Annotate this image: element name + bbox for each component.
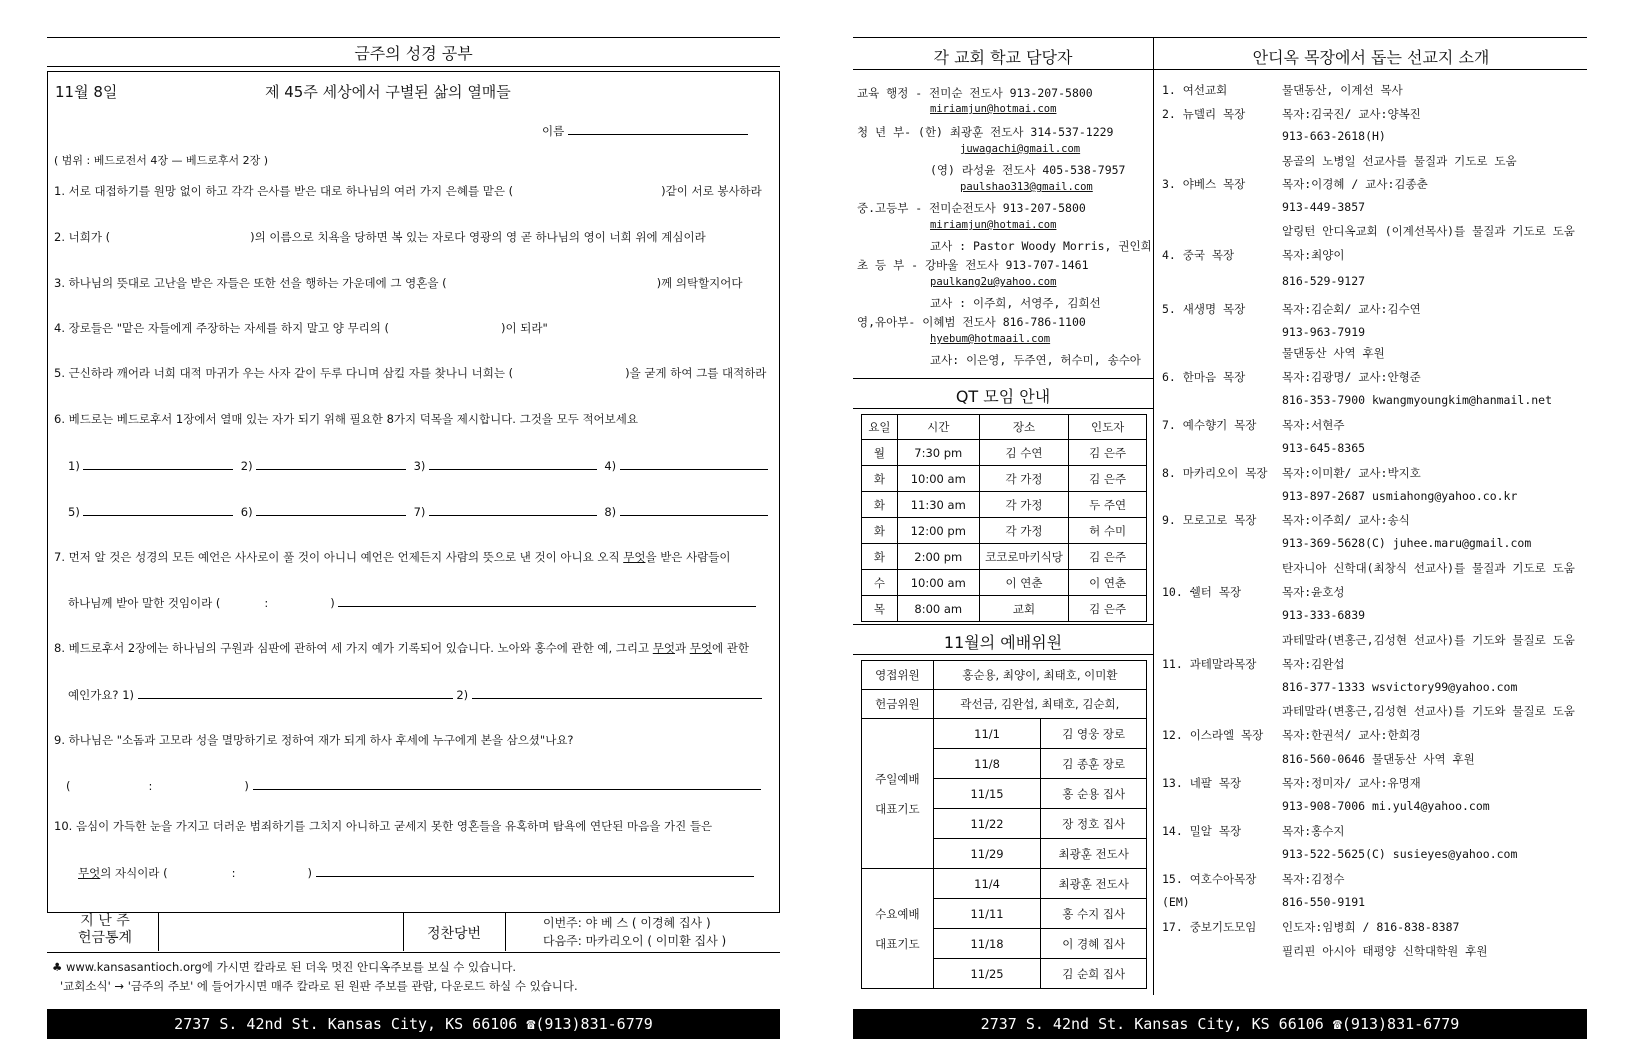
mission-row — [1162, 82, 1403, 98]
divider — [505, 913, 506, 951]
mission-label: 15. 여호수아목장 — [1162, 872, 1257, 886]
mission-detail: 913-645-8365 — [1282, 441, 1366, 455]
mission-detail: 816-560-0646 물댄동산 사역 후원 — [1282, 752, 1475, 766]
mission-detail: 목자:김순회/ 교사:김수연 — [1282, 302, 1421, 316]
mission-detail: 물댄동산, 이계선 목사 — [1282, 83, 1403, 97]
mission-row — [1162, 656, 1344, 672]
name-label: 이름 — [542, 124, 565, 138]
email: paulshao313@gmail.com — [960, 181, 1093, 193]
mission-row — [1162, 465, 1421, 481]
mission-label: 1. 여선교회 — [1162, 83, 1228, 97]
mission-row — [1162, 703, 1575, 719]
mission-row — [1162, 943, 1487, 959]
mission-row — [1162, 632, 1575, 648]
duty-schedule: 이번주: 야 베 스 ( 이경혜 집사 ) 다음주: 마카리오이 ( 이미환 집사 ) — [543, 916, 727, 948]
mission-detail: 목자:이주희/ 교사:송식 — [1282, 513, 1410, 527]
mission-label: 8. 마카리오이 목장 — [1162, 466, 1268, 480]
website-note: ♣ www.kansasantioch.org에 가시면 칼라로 된 더욱 멋진 안디옥주보를 보실 수 있습니다. '교회소식' → '금주의 주보' 에 들어가시면 매주 칼라로 된 원판 주보를 관람, 다운로드 하실 수 있습니다. — [52, 960, 578, 993]
mission-row — [1162, 584, 1344, 600]
mission-detail: 목자:이미환/ 교사:박지호 — [1282, 466, 1421, 480]
school-line: 중.고등부 - 전미순전도사 913-207-5800 — [857, 201, 1086, 215]
mission-row — [1162, 536, 1531, 550]
question-7-answer[interactable]: 하나님께 받아 말한 것임이라 ( : ) — [68, 594, 756, 611]
mission-detail: 목자:서현주 — [1282, 418, 1345, 432]
question-1: 1. 서로 대접하기를 원망 없이 하고 각각 은사를 받은 대로 하나님의 여러 가지 은혜를 맡은 ( )같이 서로 봉사하라 — [54, 184, 762, 198]
table-row: 11/22 장 정호 집사 — [862, 809, 1147, 839]
mission-detail: 목자:한권석/ 교사:한희경 — [1282, 728, 1421, 742]
mission-detail: 목자:이경혜 / 교사:김종춘 — [1282, 177, 1428, 191]
school-line: 교사 : 이주희, 서영주, 김희선 — [930, 296, 1101, 310]
mission-row — [1162, 799, 1490, 813]
school-line: 교사: 이은영, 두주연, 허수미, 송수아 — [930, 353, 1141, 367]
address-footer-left: 2737 S. 42nd St. Kansas City, KS 66106 ☎(913)831-6779 — [47, 1009, 780, 1039]
mission-row — [1162, 895, 1365, 909]
mission-label: 14. 밀알 목장 — [1162, 824, 1242, 838]
name-field[interactable] — [542, 122, 748, 139]
mission-row — [1162, 560, 1575, 576]
question-5: 5. 근신하라 깨어라 너희 대적 마귀가 우는 사자 같이 두루 다니며 삼킬 자를 찾나니 너희는 ( )을 굳게 하여 그를 대적하라 — [54, 366, 767, 380]
email: miriamjun@hotmai.com — [930, 103, 1057, 115]
offering-stats-label: 지 난 주 헌금통계 — [77, 913, 133, 946]
mission-detail: 목자:김정수 — [1282, 872, 1345, 886]
mission-row — [1162, 274, 1365, 288]
question-6: 6. 베드로는 베드로후서 1장에서 열매 있는 자가 되기 위해 필요한 8가지 덕목을 제시합니다. 그것을 모두 적어보세요 — [54, 412, 638, 426]
school-line: 교육 행정 - 전미순 전도사 913-207-5800 — [857, 86, 1093, 100]
mission-detail: 913-333-6839 — [1282, 608, 1366, 622]
mission-row — [1162, 369, 1421, 385]
divider — [403, 913, 404, 951]
mission-row — [1162, 247, 1344, 263]
mission-row — [1162, 106, 1421, 122]
divider — [158, 913, 159, 951]
mission-label: 11. 과테말라목장 — [1162, 657, 1257, 671]
table-row: 11/29 최광훈 전도사 — [862, 839, 1147, 869]
rule — [853, 624, 1153, 625]
mission-row — [1162, 847, 1517, 861]
question-7: 7. 먼저 알 것은 성경의 모든 예언은 사사로이 풀 것이 아니니 예언은 언제든지 사람의 뜻으로 낸 것이 아니요 오직 무엇을 받은 사람들이 — [54, 550, 731, 564]
mission-row — [1162, 441, 1365, 455]
question-2: 2. 너희가 ( )의 이름으로 치욕을 당하면 복 있는 자로다 영광의 영 곧 하나님의 영이 너희 위에 계심이라 — [54, 230, 706, 244]
table-row: 11/8 김 종훈 장로 — [862, 749, 1147, 779]
email: paulkang2u@yahoo.com — [930, 276, 1057, 288]
question-9-answer[interactable]: ( : ) — [66, 777, 761, 793]
mission-detail: 알링턴 안디옥교회 (이계선목사)를 물질과 기도로 도움 — [1282, 224, 1575, 238]
email: hyebum@hotmaail.com — [930, 333, 1051, 345]
mission-row — [1162, 489, 1517, 503]
qt-table — [861, 414, 1147, 622]
mission-detail: 913-449-3857 — [1282, 200, 1366, 214]
table-row: 11/15 홍 순용 집사 — [862, 779, 1147, 809]
worship-committee-header: 11월의 예배위원 — [943, 633, 1063, 652]
mission-label: (EM) — [1162, 895, 1190, 909]
mission-detail: 물댄동산 사역 후원 — [1282, 346, 1385, 360]
mission-detail: 913-522-5625(C) susieyes@yahoo.com — [1282, 847, 1518, 861]
table-row: 화 10:00 am 각 가정 김 은주 — [862, 466, 1147, 492]
table-row: 화 12:00 pm 각 가정 허 수미 — [862, 518, 1147, 544]
mission-detail: 목자:홍수지 — [1282, 824, 1345, 838]
mission-row — [1162, 871, 1344, 887]
mission-detail: 목자:김국진/ 교사:양복진 — [1282, 107, 1421, 121]
school-line: 청 년 부- (한) 최광훈 전도사 314-537-1229 — [857, 125, 1114, 139]
study-title: 제 45주 세상에서 구별된 삶의 열매들 — [265, 83, 511, 101]
mission-detail: 913-369-5628(C) juhee.maru@gmail.com — [1282, 536, 1532, 550]
qt-header-row: 요일 시간 장소 인도자 — [862, 415, 1147, 440]
question-9: 9. 하나님은 "소돔과 고모라 성을 멸망하기로 정하여 재가 되게 하사 후세에 누구에게 본을 삼으셨"나요? — [54, 733, 574, 747]
address-footer-right: 2737 S. 42nd St. Kansas City, KS 66106 ☎(913)831-6779 — [853, 1009, 1587, 1039]
table-row: 월 7:30 pm 김 수연 김 은주 — [862, 440, 1147, 466]
mission-label: 6. 한마음 목장 — [1162, 370, 1246, 384]
rule — [47, 952, 780, 953]
question-3: 3. 하나님의 뜻대로 고난을 받은 자들은 또한 선을 행하는 가운데에 그 영혼을 ( )께 의탁할지어다 — [54, 276, 743, 290]
mission-row — [1162, 608, 1365, 622]
mission-detail: 필리핀 아시아 태평양 신학대학원 후원 — [1282, 944, 1488, 958]
table-row: 영접위원 홍순용, 최양이, 최태호, 이미환 — [862, 661, 1147, 690]
mission-detail: 과테말라(변홍근,김성현 선교사)를 기도와 물질로 도움 — [1282, 704, 1575, 718]
mission-label: 2. 뉴델리 목장 — [1162, 107, 1246, 121]
table-row: 11/25 김 순희 집사 — [862, 959, 1147, 989]
header-rule — [853, 69, 1587, 70]
table-row: 수요예배 대표기도 11/4 최광훈 전도사 — [862, 869, 1147, 899]
mission-detail: 탄자니아 신학대(최창식 선교사)를 물질과 기도로 도움 — [1282, 561, 1575, 575]
header-rule — [47, 66, 780, 67]
mission-row — [1162, 919, 1459, 935]
question-10-answer[interactable]: 무엇의 자식이라 ( : ) — [78, 864, 754, 881]
mission-row — [1162, 176, 1428, 192]
mission-detail: 816-377-1333 wsvictory99@yahoo.com — [1282, 680, 1518, 694]
mission-detail: 913-663-2618(H) — [1282, 129, 1386, 143]
mission-label: 10. 쉘터 목장 — [1162, 585, 1242, 599]
email: juwagachi@gmail.com — [960, 143, 1081, 155]
email: miriamjun@hotmai.com — [930, 219, 1057, 231]
mission-detail: 913-963-7919 — [1282, 325, 1366, 339]
mission-detail: 816-529-9127 — [1282, 274, 1366, 288]
mission-row — [1162, 393, 1552, 407]
top-rule — [853, 37, 1587, 38]
worship-table — [861, 660, 1147, 989]
question-4: 4. 장로들은 "맡은 자들에게 주장하는 자세를 하지 말고 양 무리의 ( )이 되라" — [54, 321, 548, 335]
choir-duty-label: 정찬당번 — [426, 926, 482, 942]
mission-detail: 913-908-7006 mi.yul4@yahoo.com — [1282, 799, 1490, 813]
missions-header: 안디옥 목장에서 돕는 선교지 소개 — [1252, 48, 1490, 67]
mission-row — [1162, 200, 1365, 214]
table-row: 목 8:00 am 교회 김 은주 — [862, 596, 1147, 622]
study-date: 11월 8일 — [55, 83, 118, 101]
mission-label: 4. 중국 목장 — [1162, 248, 1235, 262]
rule — [853, 378, 1153, 379]
mission-detail: 목자:윤호성 — [1282, 585, 1345, 599]
school-staff-header: 각 교회 학교 담당자 — [933, 48, 1073, 67]
virtue-row-1[interactable]: 1) 2) 3) 4) — [68, 457, 768, 473]
mission-label: 3. 야베스 목장 — [1162, 177, 1246, 191]
mission-row — [1162, 727, 1421, 743]
mission-row — [1162, 223, 1575, 239]
school-line: 초 등 부 - 강바울 전도사 913-707-1461 — [857, 258, 1089, 272]
mission-label: 5. 새생명 목장 — [1162, 302, 1246, 316]
mission-detail: 목자:김완섭 — [1282, 657, 1345, 671]
table-row: 수 10:00 am 이 연춘 이 연춘 — [862, 570, 1147, 596]
bible-study-header: 금주의 성경 공부 — [354, 44, 473, 63]
question-8: 8. 베드로후서 2장에는 하나님의 구원과 심판에 관하여 세 가지 예가 기록되어 있습니다. 노아와 홍수에 관한 예, 그리고 무엇과 무엇에 관한 — [54, 641, 749, 655]
mission-row — [1162, 325, 1365, 339]
table-row: 주일예배 대표기도 11/1 김 영웅 장로 — [862, 719, 1147, 749]
question-10: 10. 음심이 가득한 눈을 가지고 더러운 범죄하기를 그치지 아니하고 굳세지 못한 영혼들을 유혹하며 탐욕에 연단된 마음을 가진 들은 — [54, 819, 713, 833]
mission-label: 13. 네팔 목장 — [1162, 776, 1242, 790]
school-line: (영) 라성윤 전도사 405-538-7957 — [930, 163, 1126, 177]
mission-row — [1162, 153, 1517, 169]
name-blank[interactable] — [568, 122, 748, 135]
school-line: 교사 : Pastor Woody Morris, 권인희 — [930, 239, 1152, 253]
rule — [853, 654, 1153, 655]
mission-row — [1162, 823, 1344, 839]
column-divider — [1153, 37, 1154, 995]
mission-row — [1162, 417, 1344, 433]
mission-label: 12. 이스라엘 목장 — [1162, 728, 1264, 742]
mission-detail: 몽골의 노병일 선교사를 물질과 기도로 도움 — [1282, 154, 1517, 168]
virtue-row-2[interactable]: 5) 6) 7) 8) — [68, 503, 768, 519]
mission-label: 7. 예수향기 목장 — [1162, 418, 1257, 432]
mission-label: 9. 모로고로 목장 — [1162, 513, 1257, 527]
mission-row — [1162, 775, 1421, 791]
table-row: 11/18 이 경혜 집사 — [862, 929, 1147, 959]
mission-detail: 목자:정미자/ 교사:유명재 — [1282, 776, 1421, 790]
rule — [853, 408, 1153, 409]
mission-label: 17. 중보기도모임 — [1162, 920, 1257, 934]
scripture-range: ( 범위 : 베드로전서 4장 — 베드로후서 2장 ) — [54, 154, 269, 167]
mission-detail: 목자:김광명/ 교사:안형준 — [1282, 370, 1421, 384]
mission-row — [1162, 345, 1385, 361]
table-row: 화 2:00 pm 코코로마키식당 김 은주 — [862, 544, 1147, 570]
mission-row — [1162, 680, 1517, 694]
qt-header: QT 모임 안내 — [955, 387, 1051, 406]
table-row: 11/11 홍 수지 집사 — [862, 899, 1147, 929]
mission-row — [1162, 301, 1421, 317]
mission-detail: 인도자:임병희 / 816-838-8387 — [1282, 920, 1460, 934]
mission-row — [1162, 512, 1410, 528]
table-row: 화 11:30 am 각 가정 두 주연 — [862, 492, 1147, 518]
mission-detail: 913-897-2687 usmiahong@yahoo.co.kr — [1282, 489, 1518, 503]
question-8-answer[interactable]: 예인가요? 1) 2) — [68, 686, 762, 703]
top-rule — [47, 37, 780, 38]
mission-detail: 과테말라(변홍근,김성현 선교사)를 기도와 물질로 도움 — [1282, 633, 1575, 647]
mission-detail: 목자:최양이 — [1282, 248, 1345, 262]
school-line: 영,유아부- 이혜범 전도사 816-786-1100 — [857, 315, 1086, 329]
table-row: 헌금위원 곽선금, 김완섭, 최태호, 김순희, — [862, 690, 1147, 719]
mission-row — [1162, 751, 1475, 767]
mission-detail: 816-353-7900 kwangmyoungkim@hanmail.net — [1282, 393, 1553, 407]
mission-detail: 816-550-9191 — [1282, 895, 1366, 909]
mission-row — [1162, 129, 1386, 143]
